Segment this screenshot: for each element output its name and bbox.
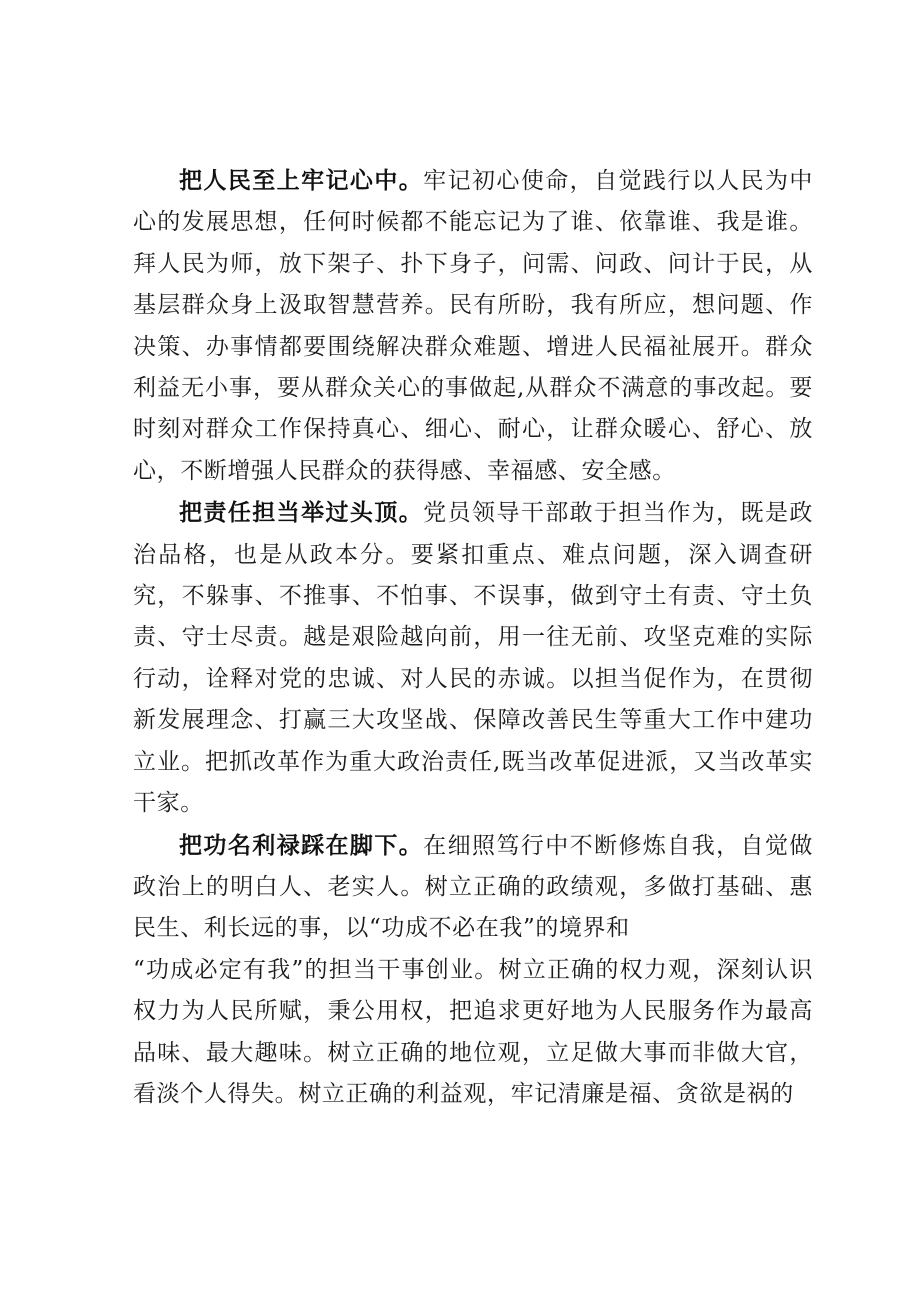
paragraph-text-continued: “功成必定有我”的担当干事创业。树立正确的权力观，深刻认识权力为人民所赋，秉公用权，把追求更好地为人民服务作为最高品味、最大趣味。树立正确的地位观，立足做大事而非做大官，看淡个人得失。树立正确的利益观，牢记清廉是福、贪欲是祸的 — [133, 956, 813, 1107]
paragraph-lead-heading: 把责任担当举过头顶。 — [179, 499, 424, 527]
paragraph-text: 在细照笃行中不断修炼自我，自觉做政治上的明白人、老实人。树立正确的政绩观，多做打基础、惠民生、利长远的事，以“功成不必在我”的境界和 — [133, 832, 813, 942]
paragraph-lead-heading: 把功名利禄踩在脚下。 — [179, 831, 424, 859]
paragraph-text: 牢记初心使命，自觉践行以人民为中心的发展思想，任何时候都不能忘记为了谁、依靠谁、我是谁。拜人民为师，放下架子、扑下身子，问需、问政、问计于民，从基层群众身上汲取智慧营养。民有所盼，我有所应，想问题、作决策、办事情都要围绕解决群众难题、增进人民福祉展开。群众利益无小事，要从群众关心的事做起,从群众不满意的事改起。要时刻对群众工作保持真心、细心、耐心，让群众暖心、舒心、放心，不断增强人民群众的获得感、幸福感、安全感。 — [133, 168, 813, 484]
paragraph-fame-and-gain — [133, 825, 813, 1116]
paragraph-text: 党员领导干部敢于担当作为，既是政治品格，也是从政本分。要紧扣重点、难点问题，深入调查研究，不躲事、不推事、不怕事、不误事，做到守土有责、守土负责、守士尽责。越是艰险越向前，用一往无前、攻坚克难的实际行动，诠释对党的忠诚、对人民的赤诚。以担当促作为，在贯彻新发展理念、打赢三大攻坚战、保障改善民生等重大工作中建功立业。把抓改革作为重大政治责任,既当改革促进派，又当改革实干家。 — [133, 500, 813, 817]
paragraph-lead-heading: 把人民至上牢记心中。 — [179, 167, 424, 194]
paragraph-people-first — [133, 160, 813, 492]
paragraph-responsibility — [133, 492, 813, 824]
document-body — [133, 160, 813, 1115]
